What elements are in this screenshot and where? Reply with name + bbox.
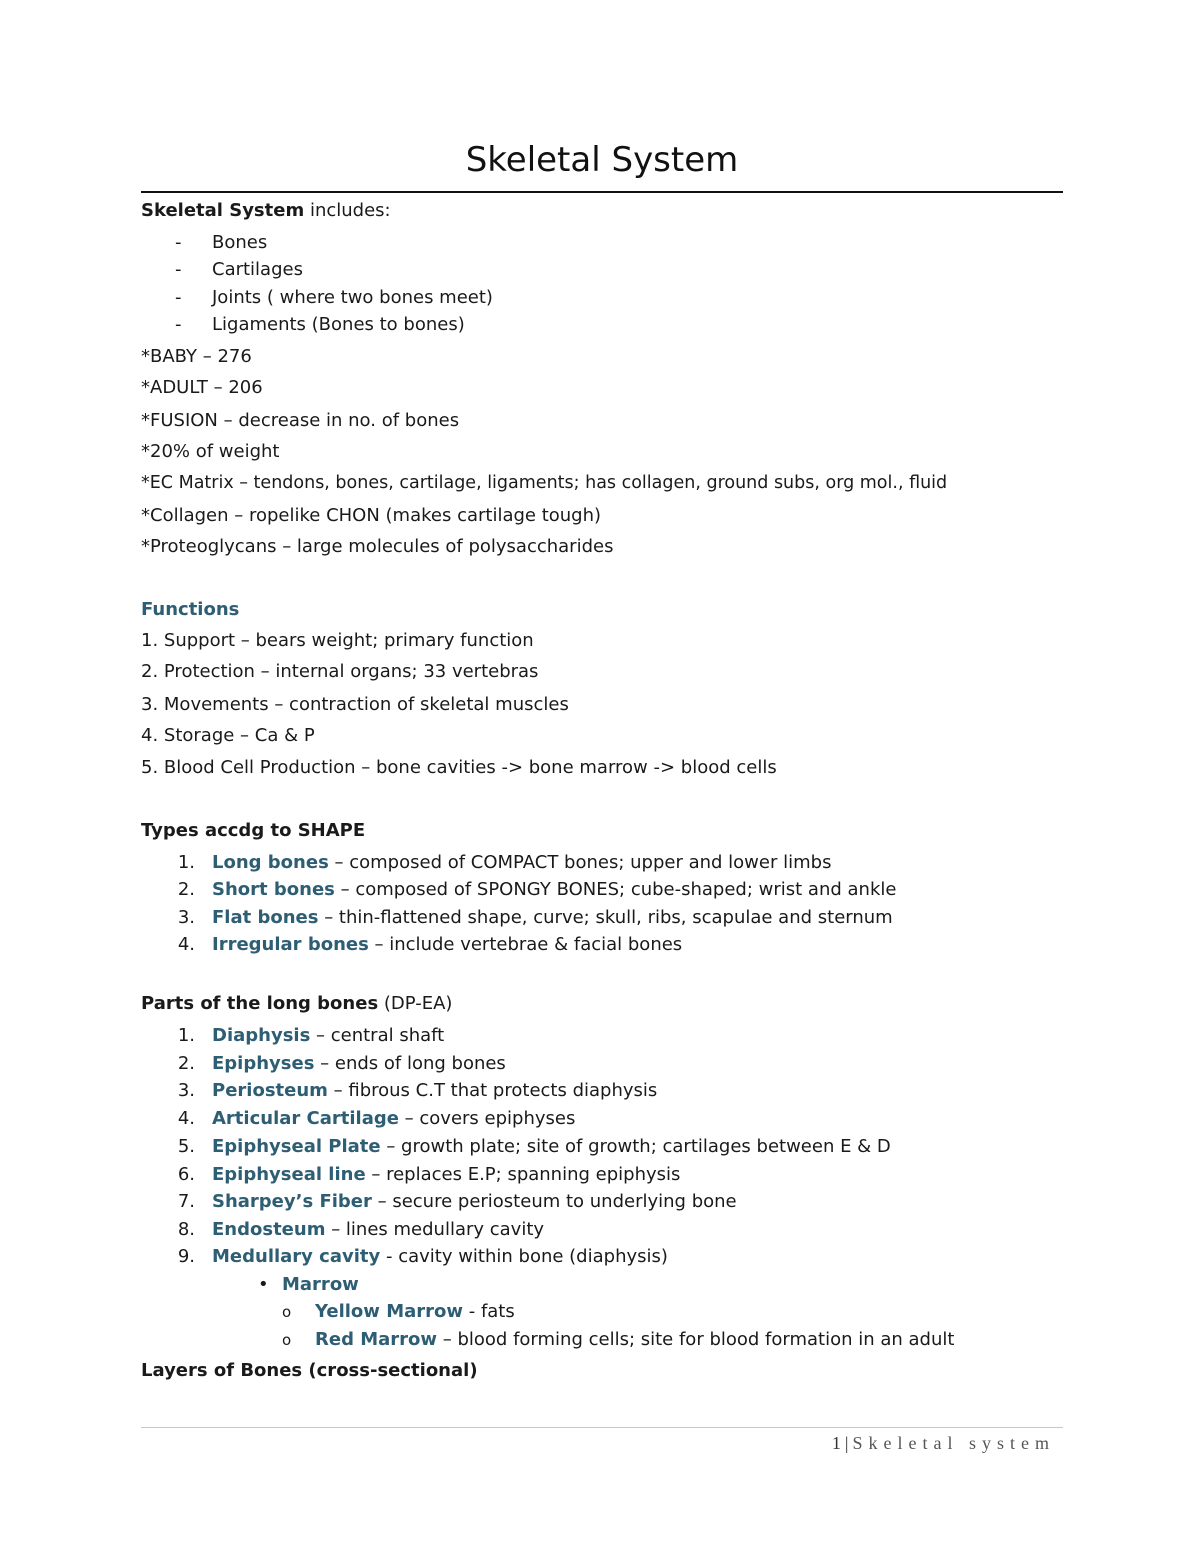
part-item <box>141 1190 1041 1214</box>
bullet-marker: • <box>258 1274 269 1295</box>
fact-line: *FUSION – decrease in no. of bones <box>141 410 460 431</box>
marrow-sub-term: Yellow Marrow <box>315 1301 463 1322</box>
marrow-sub-desc: – blood forming cells; site for blood formation in an adult <box>437 1329 955 1350</box>
footer-divider <box>141 1427 1063 1428</box>
list-number: 7. <box>177 1191 195 1212</box>
type-desc: – composed of COMPACT bones; upper and lower limbs <box>328 852 832 873</box>
page-footer <box>832 1433 1055 1454</box>
part-term: Diaphysis <box>212 1025 311 1046</box>
marrow-sub-term: Red Marrow <box>315 1329 438 1350</box>
type-desc: – include vertebrae & facial bones <box>368 934 683 955</box>
type-term: Irregular bones <box>212 934 369 955</box>
page-title: Skeletal System <box>465 140 739 180</box>
type-desc: – composed of SPONGY BONES; cube-shaped; wrist and ankle <box>334 879 897 900</box>
list-number: 3. <box>177 907 195 928</box>
sub-bullet-marker: o <box>282 1303 292 1321</box>
fact-line: *Collagen – ropelike CHON (makes cartilage tough) <box>141 505 602 526</box>
part-term: Endosteum <box>212 1219 326 1240</box>
list-number: 8. <box>177 1219 195 1240</box>
part-desc: – covers epiphyses <box>398 1108 576 1129</box>
intro-item-text: Cartilages <box>212 259 303 280</box>
marrow-sub-desc: - fats <box>463 1301 515 1322</box>
intro-item-text: Bones <box>212 232 268 253</box>
part-desc: – central shaft <box>310 1025 445 1046</box>
page-number: 1 <box>831 1433 841 1453</box>
list-number: 6. <box>177 1164 195 1185</box>
intro-item-text: Ligaments (Bones to bones) <box>212 314 465 335</box>
part-term: Medullary cavity <box>212 1246 381 1267</box>
title-underline <box>141 191 1063 193</box>
list-number: 2. <box>177 879 195 900</box>
marrow-sub-item <box>141 1300 1041 1324</box>
part-term: Epiphyseal Plate <box>212 1136 381 1157</box>
type-item <box>141 851 1041 875</box>
part-desc: – fibrous C.T that protects diaphysis <box>327 1080 658 1101</box>
layers-heading: Layers of Bones (cross-sectional) <box>141 1360 478 1381</box>
dash-marker: - <box>175 287 182 308</box>
functions-heading: Functions <box>141 599 240 620</box>
part-desc: – lines medullary cavity <box>325 1219 545 1240</box>
fact-line: *Proteoglycans – large molecules of polysaccharides <box>141 536 614 557</box>
part-item <box>141 1163 1041 1187</box>
function-item: 5. Blood Cell Production – bone cavities -> bone marrow -> blood cells <box>141 757 777 778</box>
function-item: 1. Support – bears weight; primary function <box>141 630 534 651</box>
type-term: Long bones <box>212 852 329 873</box>
list-number: 4. <box>177 934 195 955</box>
list-number: 3. <box>177 1080 195 1101</box>
list-number: 1. <box>177 852 195 873</box>
intro-lead-bold: Skeletal System <box>141 200 305 221</box>
intro-item-text: Joints ( where two bones meet) <box>212 287 493 308</box>
intro-lead-rest: includes: <box>304 200 391 221</box>
intro-item <box>141 313 741 337</box>
fact-line: *EC Matrix – tendons, bones, cartilage, ligaments; has collagen, ground subs, org mol., fluid <box>141 473 948 493</box>
marrow-sub-item <box>141 1328 1041 1352</box>
dash-marker: - <box>175 232 182 253</box>
intro-item <box>141 258 741 282</box>
running-title: Skeletal system <box>852 1433 1055 1453</box>
type-item <box>141 906 1041 930</box>
part-desc: – replaces E.P; spanning epiphysis <box>365 1164 681 1185</box>
intro-item <box>141 286 741 310</box>
list-number: 5. <box>177 1136 195 1157</box>
dash-marker: - <box>175 259 182 280</box>
footer-separator: | <box>844 1433 849 1453</box>
intro-item <box>141 231 741 255</box>
list-number: 1. <box>177 1025 195 1046</box>
function-item: 3. Movements – contraction of skeletal muscles <box>141 694 569 715</box>
sub-bullet-marker: o <box>282 1331 292 1349</box>
part-item <box>141 1024 1041 1048</box>
intro-line <box>141 199 391 223</box>
part-item <box>141 1079 1041 1103</box>
type-desc: – thin-flattened shape, curve; skull, ribs, scapulae and sternum <box>318 907 893 928</box>
type-term: Short bones <box>212 879 335 900</box>
part-term: Periosteum <box>212 1080 328 1101</box>
part-desc: – growth plate; site of growth; cartilages between E & D <box>380 1136 891 1157</box>
part-term: Epiphyses <box>212 1053 315 1074</box>
function-item: 2. Protection – internal organs; 33 vertebras <box>141 661 539 682</box>
function-item: 4. Storage – Ca & P <box>141 725 315 746</box>
parts-heading-suffix: (DP-EA) <box>378 993 453 1014</box>
part-item <box>141 1052 1041 1076</box>
list-number: 2. <box>177 1053 195 1074</box>
types-heading: Types accdg to SHAPE <box>141 820 366 841</box>
list-number: 4. <box>177 1108 195 1129</box>
fact-line: *BABY – 276 <box>141 346 252 367</box>
part-term: Sharpey’s Fiber <box>212 1191 372 1212</box>
type-item <box>141 878 1041 902</box>
fact-line: *20% of weight <box>141 441 280 462</box>
part-item <box>141 1107 1041 1131</box>
part-term: Epiphyseal line <box>212 1164 366 1185</box>
parts-heading-line <box>141 992 452 1016</box>
part-desc: – secure periosteum to underlying bone <box>371 1191 737 1212</box>
dash-marker: - <box>175 314 182 335</box>
part-desc: – ends of long bones <box>314 1053 506 1074</box>
part-desc: - cavity within bone (diaphysis) <box>380 1246 668 1267</box>
parts-heading: Parts of the long bones <box>141 993 379 1014</box>
part-term: Articular Cartilage <box>212 1108 399 1129</box>
type-term: Flat bones <box>212 907 319 928</box>
part-item <box>141 1245 1041 1269</box>
fact-line: *ADULT – 206 <box>141 377 263 398</box>
type-item <box>141 933 1041 957</box>
marrow-item <box>141 1273 1041 1297</box>
part-item <box>141 1218 1041 1242</box>
marrow-term: Marrow <box>282 1274 359 1295</box>
part-item <box>141 1135 1041 1159</box>
list-number: 9. <box>177 1246 195 1267</box>
